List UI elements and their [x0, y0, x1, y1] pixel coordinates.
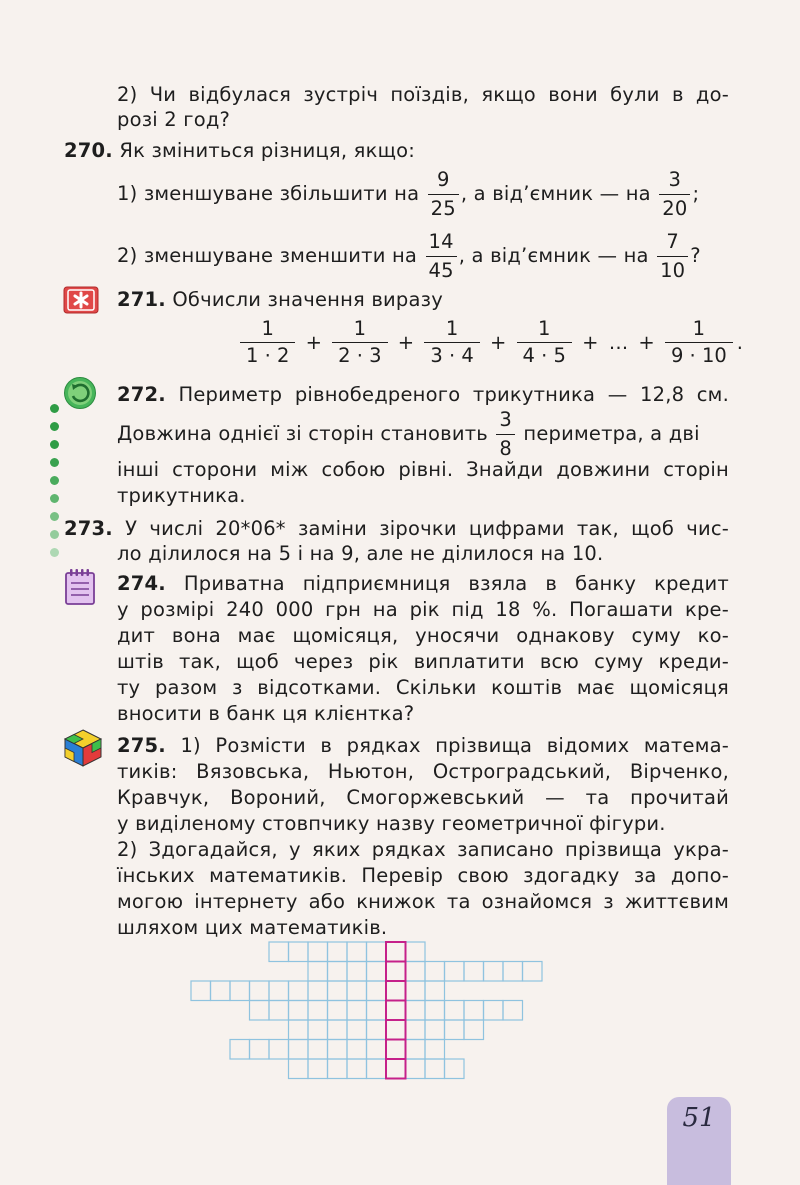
crossword-cell — [425, 1040, 445, 1060]
ellipsis: … — [608, 331, 629, 354]
crossword-cell — [367, 981, 387, 1001]
expr-term-2: $\frac{1}{2 \cdot 3}$ — [332, 316, 387, 369]
crossword-cell — [347, 981, 367, 1001]
crossword-cell — [445, 1059, 465, 1079]
p270-item-1: 1) зменшуване збільшити на $\frac{9}{25}$ , а від’ємник — на $\frac{3}{20}$ ; — [117, 166, 699, 223]
crossword-cell — [191, 981, 211, 1001]
crossword-cell — [445, 1020, 465, 1040]
crossword-cell — [328, 942, 348, 962]
crossword-cell — [347, 962, 367, 982]
crossword-cell — [367, 1020, 387, 1040]
crossword-highlight-cell — [386, 1020, 406, 1040]
crossword-cell — [484, 1001, 504, 1021]
crossword-cell — [386, 1059, 406, 1079]
crossword-cell — [367, 962, 387, 982]
p273-line-2: ло ділилося на 5 і на 9, але не ділилося на 10. — [117, 542, 604, 565]
p270-item-2: 2) зменшуване зменшити на $\frac{14}{45}$ , а від’ємник — на $\frac{7}{10}$ ? — [117, 228, 701, 285]
crossword-cell — [386, 962, 406, 982]
crossword-cell — [484, 962, 504, 982]
crossword-cell — [250, 981, 270, 1001]
crossword-cell — [250, 1040, 270, 1060]
fraction-3-8: $\frac{3}{8}$ — [496, 406, 515, 463]
p275-text-1: 1) Розмісти в рядках прізвища відомих матема- — [180, 734, 729, 757]
crossword-highlight-cell — [386, 1059, 406, 1079]
crossword-cell — [425, 962, 445, 982]
crossword-cell — [464, 1001, 484, 1021]
crossword-cell — [347, 1040, 367, 1060]
p272-number: 272. — [117, 383, 166, 406]
expr-term-1: $\frac{1}{1 \cdot 2}$ — [240, 316, 295, 369]
crossword-cell — [328, 1001, 348, 1021]
plus-sign: + — [397, 331, 415, 354]
p270-item-1-mid: , а від’ємник — на — [460, 182, 651, 205]
crossword-cell — [386, 1040, 406, 1060]
page-number-tab — [667, 1097, 731, 1185]
p271-text: Обчисли значення виразу — [172, 288, 443, 311]
crossword-cell — [425, 1001, 445, 1021]
crossword-cell — [386, 1020, 406, 1040]
crossword-cell — [328, 981, 348, 1001]
crossword-cell — [269, 942, 289, 962]
crossword-cell — [230, 1040, 250, 1060]
crossword-cell — [328, 1020, 348, 1040]
crossword-cell — [269, 1001, 289, 1021]
crossword-cell — [445, 962, 465, 982]
p270-item-2-mid: , а від’ємник — на — [458, 244, 649, 267]
crossword-cell — [289, 1040, 309, 1060]
crossword-highlight-cell — [386, 1001, 406, 1021]
crossword-cell — [269, 981, 289, 1001]
p275-line-5: 2) Здогадайся, у яких рядках записано прізвища укра- — [117, 838, 729, 861]
crossword-cell — [523, 962, 543, 982]
crossword-cell — [308, 962, 328, 982]
p275-line-3: Кравчук, Вороний, Смогоржевський — та прочитай — [117, 786, 729, 809]
crossword-cell — [289, 1059, 309, 1079]
crossword-cell — [367, 1040, 387, 1060]
crossword-cell — [367, 1059, 387, 1079]
crossword-cell — [347, 1001, 367, 1021]
p273-number: 273. — [64, 517, 113, 540]
crossword-cell — [386, 942, 406, 962]
crossword-cell — [503, 962, 523, 982]
crossword-cell — [250, 1001, 270, 1021]
p274-line-2: у розмірі 240 000 грн на рік під 18 %. Погашати кре- — [117, 598, 729, 621]
crossword-cell — [425, 981, 445, 1001]
crossword-cell — [289, 1001, 309, 1021]
crossword-cell — [406, 962, 426, 982]
crossword-cell — [386, 981, 406, 1001]
crossword-cell — [406, 1001, 426, 1021]
crossword-highlight-cell — [386, 981, 406, 1001]
p275-number: 275. — [117, 734, 166, 757]
plus-sign: + — [638, 331, 655, 354]
crossword-cell — [328, 1040, 348, 1060]
crossword-cell — [308, 942, 328, 962]
plus-sign: + — [305, 331, 322, 354]
p274-number: 274. — [117, 572, 166, 595]
crossword-cell — [406, 981, 426, 1001]
crossword-cell — [406, 1040, 426, 1060]
crossword-highlight-cell — [386, 942, 406, 962]
expr-term-4: $\frac{1}{4 \cdot 5}$ — [517, 316, 572, 369]
crossword-cell — [425, 1020, 445, 1040]
expr-term-5: $\frac{1}{9 \cdot 10}$ — [665, 316, 733, 369]
crossword-cell — [347, 1059, 367, 1079]
crossword-cell — [367, 942, 387, 962]
crossword-cell — [406, 1059, 426, 1079]
crossword-cell — [308, 1059, 328, 1079]
plus-sign: + — [582, 331, 599, 354]
p274-line-5: ту разом з відсотками. Скільки коштів має щомісяця — [117, 676, 729, 699]
fraction-9-25: $\frac{9}{25}$ — [428, 166, 459, 223]
p270-item-1-pre: 1) зменшуване збільшити на — [117, 182, 420, 205]
fraction-7-10: $\frac{7}{10}$ — [657, 228, 688, 285]
p270-text: Як зміниться різниця, якщо: — [119, 139, 416, 162]
p270-item-2-pre: 2) зменшуване зменшити на — [117, 244, 418, 267]
crossword-cell — [308, 1020, 328, 1040]
crossword-cell — [406, 942, 426, 962]
plus-sign: + — [489, 331, 507, 354]
crossword-cell — [230, 981, 250, 1001]
crossword-cell — [211, 981, 231, 1001]
fraction-14-45: $\frac{14}{45}$ — [426, 228, 457, 285]
p275-line-4: у виділеному стовпчику назву геометричної фігури. — [117, 812, 666, 835]
p270-number: 270. — [64, 139, 113, 162]
p275-line-2: тиків: Вязовська, Ньютон, Остроградський, Вірченко, — [117, 760, 729, 783]
crossword-cell — [503, 1001, 523, 1021]
crossword-cell — [289, 981, 309, 1001]
crossword-cell — [308, 981, 328, 1001]
crossword-cell — [347, 942, 367, 962]
page-number: 51 — [682, 1103, 716, 1133]
p272-text-2-pre: Довжина однієї зі сторін становить — [117, 422, 488, 445]
sum-expression: $\frac{1}{1 \cdot 2}$ + $\frac{1}{2 \cdot 3}$ + $\frac{1}{3 \cdot 4}$ + $\frac{1}{4 \cdot 5}$ + … + $\frac{1}{9 \cdot 10}$ . — [238, 316, 745, 369]
p269-line-2: розі 2 год? — [117, 108, 231, 131]
crossword-cell — [289, 1020, 309, 1040]
crossword-highlight-cell — [386, 1040, 406, 1060]
p269-line-1: 2) Чи відбулася зустріч поїздів, якщо вони були в до- — [117, 83, 729, 106]
crossword-cell — [308, 1001, 328, 1021]
crossword-cell — [464, 1020, 484, 1040]
crossword-cell — [347, 1020, 367, 1040]
p274-text-1: Приватна підприємниця взяла в банку кредит — [183, 572, 729, 595]
p272-text-2-post: периметра, а дві — [523, 422, 700, 445]
crossword-highlight-cell — [386, 962, 406, 982]
p271-number: 271. — [117, 288, 166, 311]
crossword-cell — [328, 962, 348, 982]
p274-line-6: вносити в банк ця клієнтка? — [117, 702, 415, 725]
p272-line-3: інші сторони між собою рівні. Знайди довжини сторін — [117, 458, 729, 481]
p272-text-1: Периметр рівнобедреного трикутника — 12,8 см. — [178, 383, 729, 406]
crossword-cell — [386, 1001, 406, 1021]
p274-line-3: дит вона має щомісяця, уносячи однакову суму ко- — [117, 624, 729, 647]
crossword-cell — [308, 1040, 328, 1060]
crossword-cell — [328, 1059, 348, 1079]
crossword-cell — [425, 1059, 445, 1079]
p272-line-4: трикутника. — [117, 484, 246, 507]
crossword-cell — [367, 1001, 387, 1021]
crossword-cell — [445, 1001, 465, 1021]
p273-text-1: У числі 20*06* заміни зірочки цифрами так, щоб чис- — [125, 517, 730, 540]
crossword-cell — [406, 1020, 426, 1040]
p275-line-8: шляхом цих математиків. — [117, 916, 388, 939]
crossword-cell — [464, 962, 484, 982]
expr-term-3: $\frac{1}{3 \cdot 4}$ — [424, 316, 479, 369]
crossword-cell — [289, 942, 309, 962]
p275-line-7: могою інтернету або книжок та ознайомся з життєвим — [117, 890, 729, 913]
p275-line-6: їнських математиків. Перевір свою здогадку за допо- — [117, 864, 729, 887]
crossword-cell — [269, 1040, 289, 1060]
p274-line-4: штів так, щоб через рік виплатити всю суму креди- — [117, 650, 729, 673]
fraction-3-20: $\frac{3}{20}$ — [659, 166, 690, 223]
